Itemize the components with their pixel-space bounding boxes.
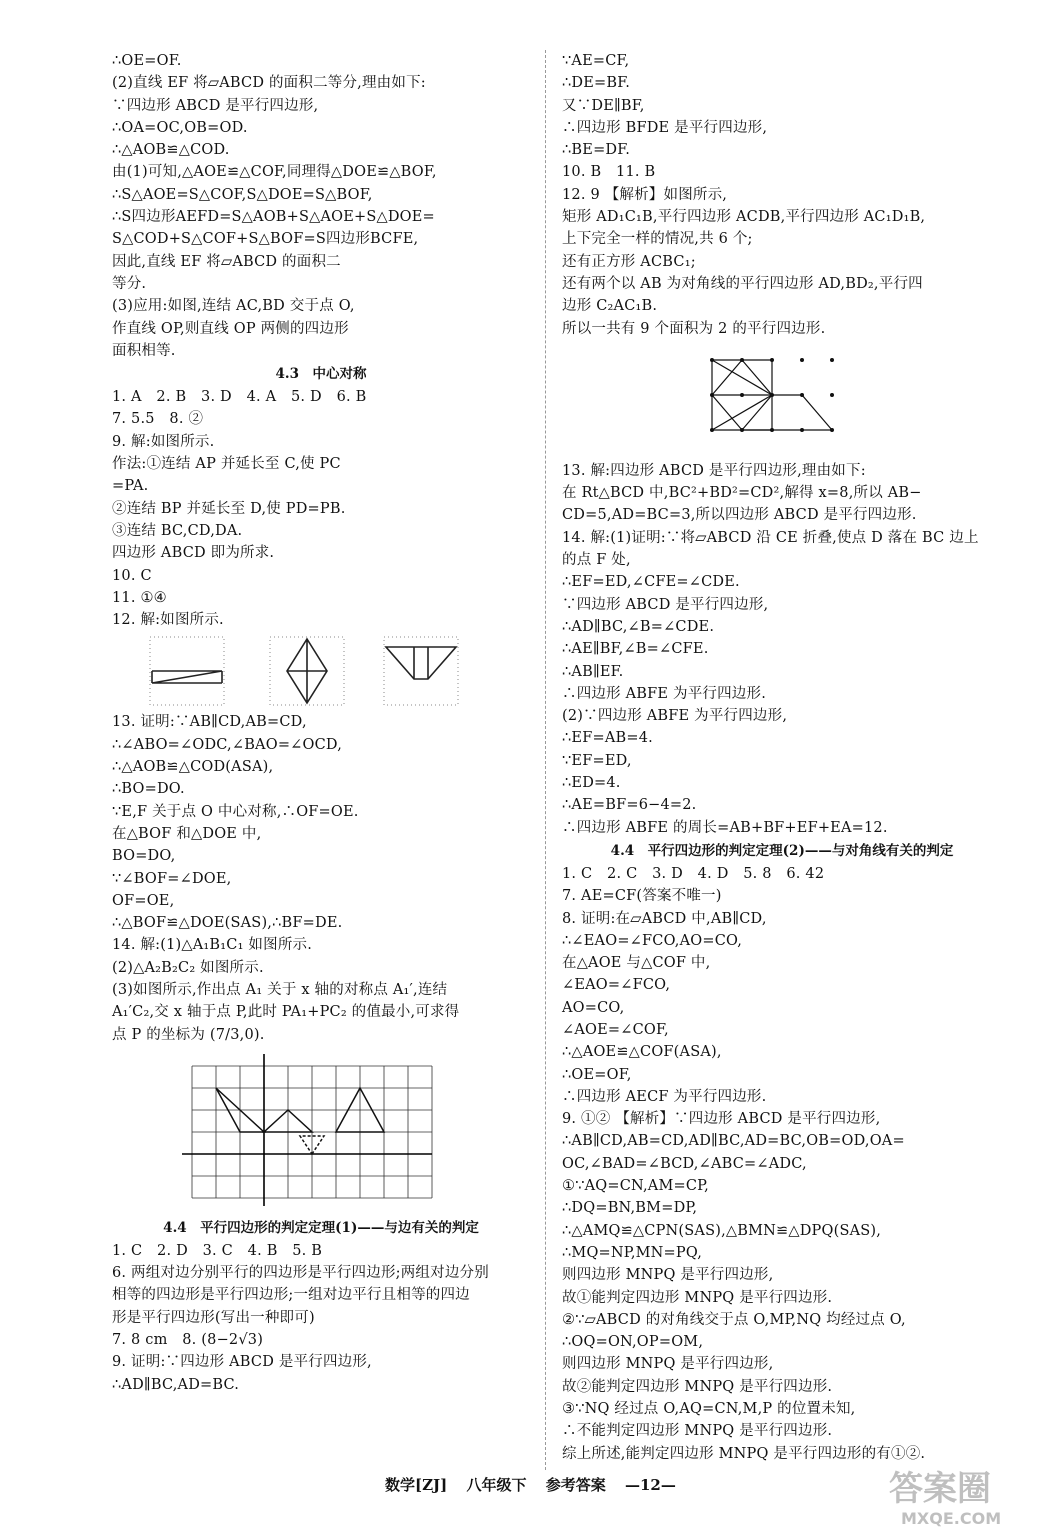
text-line: 还有正方形 ACBC₁; xyxy=(562,253,696,270)
watermark-logo xyxy=(881,1460,1046,1530)
text-line: (3)应用:如图,连结 AC,BD 交于点 O, xyxy=(112,298,355,315)
watermark-line1: 答案圈 xyxy=(889,1469,991,1509)
text-line: CD=5,AD=BC=3,所以四边形 ABCD 是平行四边形. xyxy=(562,507,917,524)
section-title-4-4-2: 4.4 平行四边形的判定定理(2)——与对角线有关的判定 xyxy=(610,842,954,859)
text-line: 12. 解:如图所示. xyxy=(112,612,224,629)
page-footer xyxy=(385,1474,690,1495)
text-line: BO=DO, xyxy=(112,848,176,865)
text-line: 10. C xyxy=(112,567,152,584)
text-line: ∴∠ABO=∠ODC,∠BAO=∠OCD, xyxy=(112,736,343,753)
text-line: AO=CO, xyxy=(562,999,625,1016)
text-line: ∠AOE=∠COF, xyxy=(562,1021,669,1038)
text-line: 作直线 OP,则直线 OP 两侧的四边形 xyxy=(112,320,349,337)
text-line: ①∵AQ=CN,AM=CP, xyxy=(562,1178,709,1195)
right-block-b xyxy=(562,460,1002,839)
text-line: 因此,直线 EF 将▱ABCD 的面积二 xyxy=(112,253,341,270)
text-line: 则四边形 MNPQ 是平行四边形, xyxy=(562,1356,774,1373)
text-line: ∴AD∥BC,∠B=∠CDE. xyxy=(562,618,715,635)
text-line: ②∵▱ABCD 的对角线交于点 O,MP,NQ 均经过点 O, xyxy=(562,1311,906,1328)
text-line: ∵∠BOF=∠DOE, xyxy=(112,870,232,887)
text-line: 形是平行四边形(写出一种即可) xyxy=(112,1309,315,1326)
text-line: ③∵NQ 经过点 O,AQ=CN,M,P 的位置未知, xyxy=(562,1401,856,1418)
text-line: OC,∠BAD=∠BCD,∠ABC=∠ADC, xyxy=(562,1155,807,1172)
text-line: ∴BE=DF. xyxy=(562,142,631,159)
left-column xyxy=(112,50,530,1396)
section-title-4-4-1: 4.4 平行四边形的判定定理(1)——与边有关的判定 xyxy=(163,1219,479,1236)
text-line: ∴四边形 BFDE 是平行四边形, xyxy=(562,119,768,136)
text-line: 的点 F 处, xyxy=(562,552,631,569)
text-line: 上下完全一样的情况,共 6 个; xyxy=(562,231,753,248)
text-line: ∴不能判定四边形 MNPQ 是平行四边形. xyxy=(562,1423,833,1440)
grid-figures-q12 xyxy=(112,631,492,711)
text-line: ∴∠EAO=∠FCO,AO=CO, xyxy=(562,932,743,949)
text-line: 12. 9 【解析】如图所示, xyxy=(562,186,728,203)
text-line: 综上所述,能判定四边形 MNPQ 是平行四边形的有①②. xyxy=(562,1445,926,1462)
text-line: 7. AE=CF(答案不唯一) xyxy=(562,888,722,905)
column-divider xyxy=(545,50,546,1470)
text-line: ∴△BOF≌△DOE(SAS),∴BF=DE. xyxy=(112,915,343,932)
text-line: ∵EF=ED, xyxy=(562,752,632,769)
text-line: ∴MQ=NP,MN=PQ, xyxy=(562,1244,703,1261)
text-line: ∴△AOB≌△COD. xyxy=(112,142,230,159)
text-line: 则四边形 MNPQ 是平行四边形, xyxy=(562,1267,774,1284)
section-title-4-3: 4.3 中心对称 xyxy=(275,366,367,383)
text-line: S△COD+S△COF+S△BOF=S四边形BCFE, xyxy=(112,231,419,248)
text-line: 11. ①④ xyxy=(112,589,167,606)
text-line: 1. A 2. B 3. D 4. A 5. D 6. B xyxy=(112,389,367,406)
text-line: 所以一共有 9 个面积为 2 的平行四边形. xyxy=(562,320,826,337)
text-line: 故②能判定四边形 MNPQ 是平行四边形. xyxy=(562,1378,833,1395)
text-line: ∴S四边形AEFD=S△AOB+S△AOE+S△DOE= xyxy=(112,209,435,226)
text-line: 14. 解:(1)证明:∵将▱ABCD 沿 CE 折叠,使点 D 落在 BC 边上 xyxy=(562,529,979,546)
text-line: 故①能判定四边形 MNPQ 是平行四边形. xyxy=(562,1289,833,1306)
right-block-c xyxy=(562,863,1002,1465)
left-block-a xyxy=(112,50,530,362)
text-line: ∴四边形 AECF 为平行四边形. xyxy=(562,1088,767,1105)
text-line: ∠EAO=∠FCO, xyxy=(562,977,671,994)
text-line: ∴四边形 ABFE 为平行四边形. xyxy=(562,685,766,702)
text-line: 边形 C₂AC₁B. xyxy=(562,298,658,315)
right-block-a xyxy=(562,50,1002,340)
text-line: (2)△A₂B₂C₂ 如图所示. xyxy=(112,959,264,976)
watermark-line2: MXQE.COM xyxy=(901,1509,1002,1528)
text-line: 1. C 2. D 3. C 4. B 5. B xyxy=(112,1242,323,1259)
left-block-c xyxy=(112,711,530,1045)
footer-grade: 八年级下 xyxy=(466,1476,527,1494)
text-line: ③连结 BC,CD,DA. xyxy=(112,522,243,539)
text-line: 还有两个以 AB 为对角线的平行四边形 AD,BD₂,平行四 xyxy=(562,275,923,292)
text-line: 7. 5.5 8. ② xyxy=(112,411,204,428)
text-line: 在△AOE 与△COF 中, xyxy=(562,955,711,972)
text-line: (2)∵四边形 ABFE 为平行四边形, xyxy=(562,708,788,725)
text-line: ∴OE=OF. xyxy=(112,53,182,69)
text-line: 相等的四边形是平行四边形;一组对边平行且相等的四边 xyxy=(112,1287,470,1304)
left-block-b xyxy=(112,386,530,631)
text-line: ∴S△AOE=S△COF,S△DOE=S△BOF, xyxy=(112,186,373,203)
text-line: ∴AE∥BF,∠B=∠CFE. xyxy=(562,641,709,658)
text-line: (2)直线 EF 将▱ABCD 的面积二等分,理由如下: xyxy=(112,75,426,92)
left-block-d xyxy=(112,1240,530,1396)
text-line: =PA. xyxy=(112,478,149,495)
text-line: 9. ①② 【解析】∵四边形 ABCD 是平行四边形, xyxy=(562,1111,881,1128)
text-line: ∴△AMQ≌△CPN(SAS),△BMN≌△DPQ(SAS), xyxy=(562,1222,882,1239)
text-line: ∴BO=DO. xyxy=(112,781,185,798)
text-line: 由(1)可知,△AOE≌△COF,同理得△DOE≌△BOF, xyxy=(112,164,437,181)
text-line: ∴OE=OF, xyxy=(562,1066,632,1083)
text-line: 四边形 ABCD 即为所求. xyxy=(112,545,275,562)
text-line: ∴ED=4. xyxy=(562,775,621,792)
text-line: 13. 证明:∵AB∥CD,AB=CD, xyxy=(112,714,307,731)
coordinate-grid-figure-q14 xyxy=(112,1046,530,1216)
text-line: 在△BOF 和△DOE 中, xyxy=(112,825,262,842)
text-line: 点 P 的坐标为 (7/3,0). xyxy=(112,1026,265,1043)
text-line: ∴AE=BF=6−4=2. xyxy=(562,797,697,814)
footer-page-number: —12— xyxy=(624,1476,676,1494)
dot-grid-figure-q12 xyxy=(562,340,1002,460)
text-line: 作法:①连结 AP 并延长至 C,使 PC xyxy=(112,456,341,473)
footer-kind: 参考答案 xyxy=(545,1476,606,1494)
text-line: 8. 证明:在▱ABCD 中,AB∥CD, xyxy=(562,910,767,927)
text-line: ∴DQ=BN,BM=DP, xyxy=(562,1200,698,1217)
text-line: 矩形 AD₁C₁B,平行四边形 ACDB,平行四边形 AC₁D₁B, xyxy=(562,209,926,226)
text-line: 9. 证明:∵四边形 ABCD 是平行四边形, xyxy=(112,1354,372,1371)
text-line: ∴OQ=ON,OP=OM, xyxy=(562,1334,704,1351)
text-line: ②连结 BP 并延长至 D,使 PD=PB. xyxy=(112,500,346,517)
text-line: ∴EF=AB=4. xyxy=(562,730,653,747)
text-line: OF=OE, xyxy=(112,892,175,909)
text-line: 13. 解:四边形 ABCD 是平行四边形,理由如下: xyxy=(562,462,866,479)
text-line: 10. B 11. B xyxy=(562,164,656,181)
text-line: 1. C 2. C 3. D 4. D 5. 8 6. 42 xyxy=(562,865,825,882)
text-line: ∴AD∥BC,AD=BC. xyxy=(112,1376,240,1393)
text-line: 等分. xyxy=(112,275,147,292)
text-line: 在 Rt△BCD 中,BC²+BD²=CD²,解得 x=8,所以 AB− xyxy=(562,485,922,502)
text-line: ∵E,F 关于点 O 中心对称,∴OF=OE. xyxy=(112,803,359,820)
text-line: ∴AB∥CD,AB=CD,AD∥BC,AD=BC,OB=OD,OA= xyxy=(562,1133,905,1150)
text-line: 14. 解:(1)△A₁B₁C₁ 如图所示. xyxy=(112,937,313,954)
text-line: 6. 两组对边分别平行的四边形是平行四边形;两组对边分别 xyxy=(112,1265,489,1282)
text-line: ∵四边形 ABCD 是平行四边形, xyxy=(562,596,769,613)
text-line: 又∵DE∥BF, xyxy=(562,97,645,114)
text-line: ∴四边形 ABFE 的周长=AB+BF+EF+EA=12. xyxy=(562,819,888,836)
footer-subject: 数学[ZJ] xyxy=(385,1476,448,1494)
text-line: ∴AB∥EF. xyxy=(562,663,624,680)
text-line: ∴△AOB≌△COD(ASA), xyxy=(112,759,274,776)
text-line: ∵四边形 ABCD 是平行四边形, xyxy=(112,97,319,114)
text-line: 9. 解:如图所示. xyxy=(112,433,215,450)
text-line: ∴EF=ED,∠CFE=∠CDE. xyxy=(562,574,740,591)
right-column xyxy=(562,50,1002,1465)
text-line: 7. 8 cm 8. (8−2√3) xyxy=(112,1332,264,1349)
text-line: 面积相等. xyxy=(112,342,176,359)
text-line: ∴OA=OC,OB=OD. xyxy=(112,119,248,136)
text-line: A₁′C₂,交 x 轴于点 P,此时 PA₁+PC₂ 的值最小,可求得 xyxy=(112,1004,460,1021)
text-line: ∵AE=CF, xyxy=(562,53,630,69)
text-line: ∴DE=BF. xyxy=(562,75,631,92)
text-line: (3)如图所示,作出点 A₁ 关于 x 轴的对称点 A₁′,连结 xyxy=(112,981,448,998)
text-line: ∴△AOE≌△COF(ASA), xyxy=(562,1044,722,1061)
